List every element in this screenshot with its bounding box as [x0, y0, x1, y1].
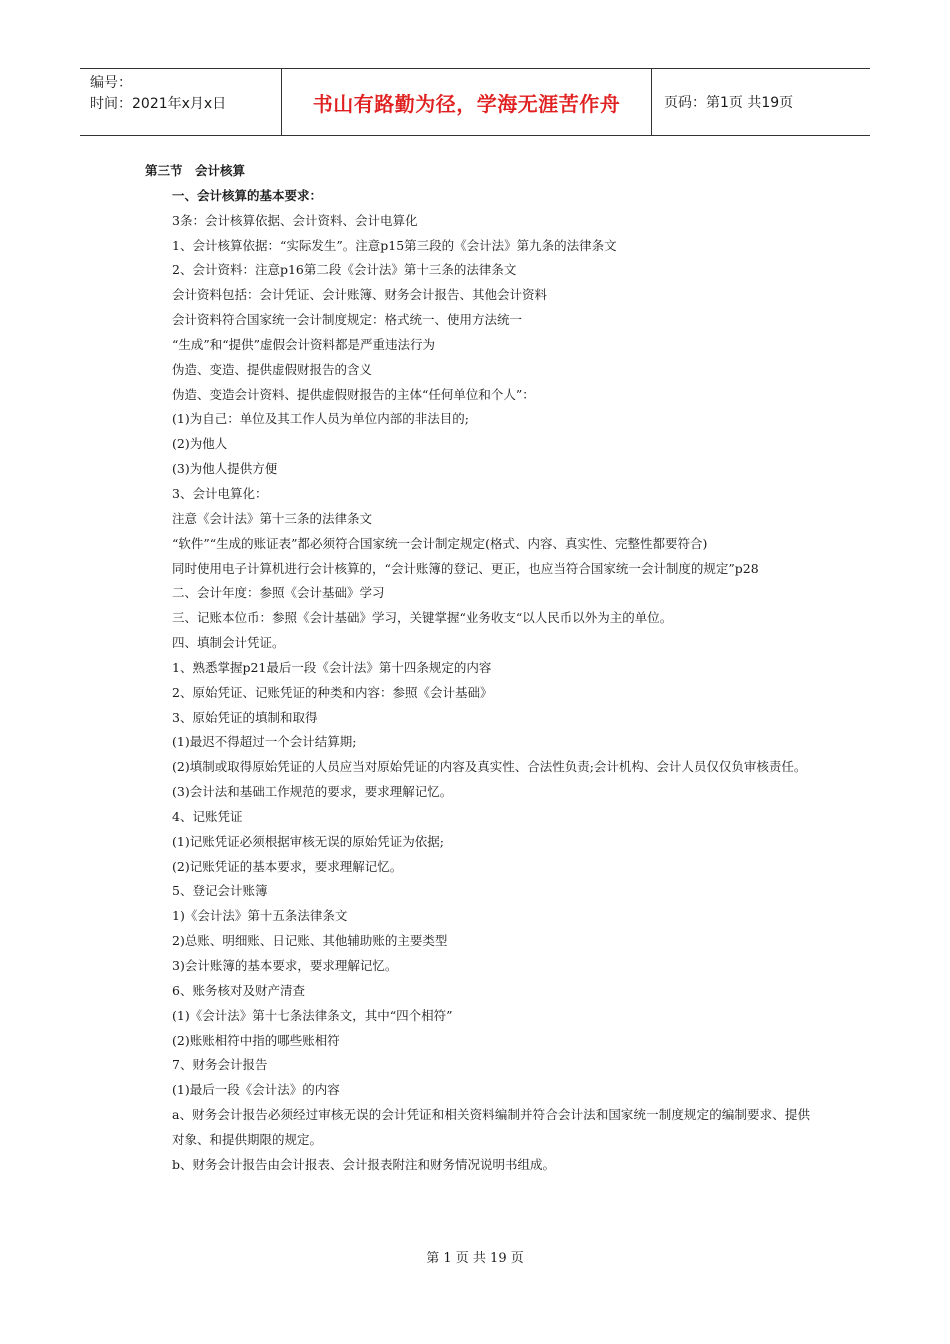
- header-motto: 书山有路勤为径，学海无涯苦作舟: [282, 69, 652, 135]
- paragraph: 同时使用电子计算机进行会计核算的，“会计账簿的登记、更正，也应当符合国家统一会计制度的规定”p28: [172, 560, 759, 576]
- paragraph: 二、会计年度：参照《会计基础》学习: [172, 585, 385, 601]
- paragraph: 伪造、变造会计资料、提供虚假财报告的主体“任何单位和个人”：: [172, 386, 535, 402]
- paragraph: (2)账账相符中指的哪些账相符: [172, 1032, 340, 1048]
- paragraph: (3)为他人提供方便: [172, 461, 278, 477]
- paragraph: (1)最迟不得超过一个会计结算期;: [172, 734, 357, 750]
- paragraph: 注意《会计法》第十三条的法律条文: [172, 510, 373, 526]
- paragraph: 3、原始凭证的填制和取得: [172, 709, 318, 725]
- paragraph: (1)最后一段《会计法》的内容: [172, 1082, 340, 1098]
- header-page-info: 页码：第1页 共19页: [664, 95, 794, 111]
- paragraph: (3)会计法和基础工作规范的要求，要求理解记忆。: [172, 784, 453, 800]
- paragraph: 3、会计电算化：: [172, 485, 268, 501]
- paragraph: (2)为他人: [172, 436, 228, 452]
- paragraph: 会计资料符合国家统一会计制度规定：格式统一、使用方法统一: [172, 312, 523, 328]
- code-label: 编号：: [90, 75, 132, 91]
- paragraph: b、财务会计报告由会计报表、会计报表附注和财务情况说明书组成。: [172, 1156, 556, 1172]
- header-meta: [80, 69, 282, 135]
- paragraph: 2、会计资料：注意p16第二段《会计法》第十三条的法律条文: [172, 262, 517, 278]
- paragraph: 1、熟悉掌握p21最后一段《会计法》第十四条规定的内容: [172, 659, 492, 675]
- page-header: [80, 68, 870, 136]
- paragraph: (1)《会计法》第十七条法律条文，其中“四个相符”: [172, 1007, 453, 1023]
- paragraph: 三、记账本位币：参照《会计基础》学习，关键掌握“业务收支“以人民币以外为主的单位。: [172, 610, 673, 626]
- paragraph: 2)总账、明细账、日记账、其他辅助账的主要类型: [172, 933, 448, 949]
- paragraph: (2)填制或取得原始凭证的人员应当对原始凭证的内容及真实性、合法性负责;会计机构、会计人员仅仅负审核责任。: [172, 759, 807, 775]
- paragraph: (1)记账凭证必须根据审核无误的原始凭证为依据;: [172, 833, 444, 849]
- paragraph: 四、填制会计凭证。: [172, 635, 285, 651]
- paragraph: 3条：会计核算依据、会计资料、会计电算化: [172, 212, 418, 228]
- page-footer: 第 1 页 共 19 页: [426, 1251, 524, 1266]
- paragraph: “生成”和“提供”虚假会计资料都是严重违法行为: [172, 336, 436, 352]
- paragraph: 6、账务核对及财产清查: [172, 982, 305, 998]
- paragraph: 伪造、变造、提供虚假财报告的含义: [172, 361, 373, 377]
- heading-1: 一、会计核算的基本要求：: [172, 187, 323, 203]
- paragraph: 1、会计核算依据：“实际发生”。注意p15第三段的《会计法》第九条的法律条文: [172, 237, 617, 253]
- paragraph: (1)为自己：单位及其工作人员为单位内部的非法目的;: [172, 411, 469, 427]
- paragraph: 7、财务会计报告: [172, 1057, 268, 1073]
- paragraph: 4、记账凭证: [172, 808, 243, 824]
- paragraph: (2)记账凭证的基本要求，要求理解记忆。: [172, 858, 403, 874]
- section-title: 第三节 会计核算: [145, 163, 246, 178]
- paragraph: a、财务会计报告必须经过审核无误的会计凭证和相关资料编制并符合会计法和国家统一制度规定的编制要求、提供对象、和提供期限的规定。: [172, 1107, 810, 1147]
- paragraph: 1)《会计法》第十五条法律条文: [172, 908, 348, 924]
- paragraph: 会计资料包括：会计凭证、会计账簿、财务会计报告、其他会计资料: [172, 287, 548, 303]
- paragraph: “软件”“生成的账证表”都必须符合国家统一会计制定规定(格式、内容、真实性、完整性都要符合): [172, 535, 708, 551]
- paragraph: 3)会计账簿的基本要求，要求理解记忆。: [172, 958, 398, 973]
- paragraph: 5、登记会计账簿: [172, 883, 268, 899]
- document-body: [145, 159, 810, 1178]
- time-label: 时间：2021年x月x日: [90, 96, 227, 112]
- paragraph: 2、原始凭证、记账凭证的种类和内容：参照《会计基础》: [172, 684, 493, 700]
